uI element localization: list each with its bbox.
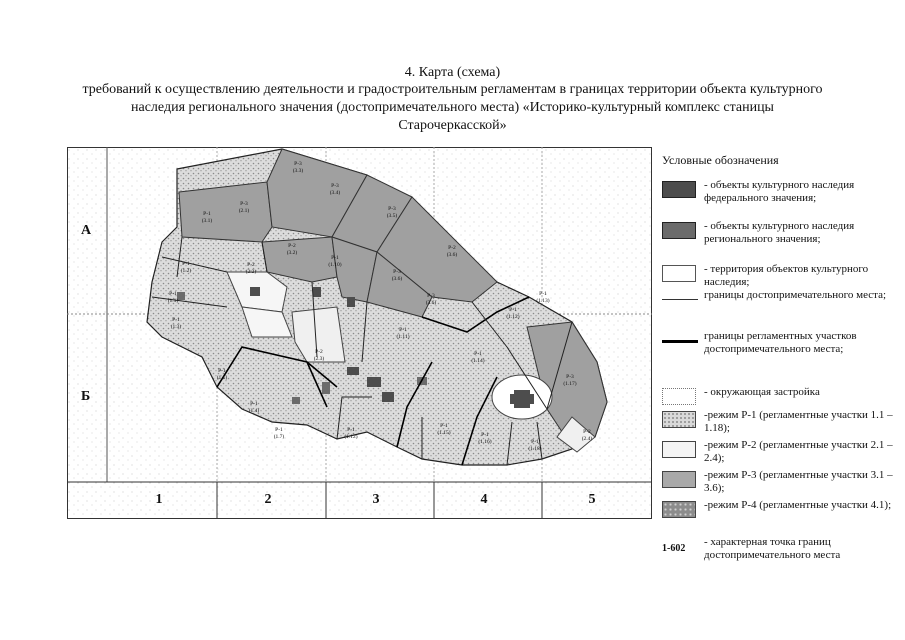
zone-regime-label: Р-3 (240, 201, 248, 207)
legend-title: Условные обозначения (662, 153, 779, 167)
zone-regime-label: Р-2 (315, 349, 323, 355)
regime-p1-swatch (662, 411, 696, 428)
zone-regime-label: Р-1 (531, 439, 539, 445)
zone-regime-label: Р-1 (331, 255, 339, 261)
legend-item-federal (662, 179, 902, 219)
map-subtitle-line-3: Старочеркасской» (398, 118, 507, 133)
federal-heritage-object (313, 287, 321, 297)
zone-parcel-number: (1.4) (248, 408, 260, 414)
federal-heritage-object (347, 297, 355, 307)
zone-regime-label: Р-1 (172, 317, 180, 323)
zone-parcel-number: (3.6) (391, 276, 403, 282)
map-title: 4. Карта (схема) (404, 65, 501, 80)
grid-row-label-a: А (81, 223, 92, 238)
legend-item-text: - объекты культурного наследия федерального значения; (704, 179, 855, 204)
map-frame (67, 147, 652, 519)
legend-item-text: -режим Р-4 (регламентные участки 4.1); (704, 499, 892, 511)
zone-parcel-number: (2.1) (238, 208, 250, 214)
zone-parcel-number: (2.4) (581, 436, 593, 442)
legend-item-regional (662, 220, 902, 260)
map-subtitle-line-1: требований к осуществлению деятельности и градостроительным регламентам в границах территории объекта культурного (82, 82, 823, 97)
legend-item-text: - территория объектов культурного наследия; (704, 263, 869, 288)
grid-column-label-3: 3 (372, 492, 380, 507)
zone-regime-label: Р-3 (331, 183, 339, 189)
zone-regime-label: Р-1 (182, 261, 190, 267)
legend-item-boundary-point (662, 536, 902, 580)
legend-item-text: -режим Р-3 (регламентные участки 3.1 – 3.6); (704, 469, 893, 494)
zone-parcel-number: (1.2) (180, 268, 192, 274)
zone-regime-label: Р-1 (169, 291, 177, 297)
zone-parcel-number: (1.3) (170, 324, 182, 330)
zone-regime-label: Р-3 (427, 293, 435, 299)
regime-p3-block (179, 182, 272, 242)
federal-heritage-object (367, 377, 381, 387)
zone-parcel-number: (1.12) (344, 434, 358, 440)
zone-parcel-number: (3.2) (286, 250, 298, 256)
legend-item-surroundings (662, 386, 902, 404)
zone-regime-label: Р-1 (440, 423, 448, 429)
grid-column-label-4: 4 (480, 492, 488, 507)
zone-parcel-number: (1.17) (563, 381, 577, 387)
zone-parcel-number: (1.7) (273, 434, 285, 440)
grid-column-label-5: 5 (588, 492, 596, 507)
zone-regime-label: Р-2 (583, 429, 591, 435)
federal-heritage-swatch (662, 181, 696, 198)
zone-parcel-number: (3.4) (329, 190, 341, 196)
federal-heritage-object (250, 287, 260, 296)
legend-item-text: границы регламентных участков достопримечательного места; (704, 330, 857, 355)
legend-item-text: - окружающая застройка (704, 386, 820, 398)
zone-parcel-number: (1.10) (328, 262, 342, 268)
zone-regime-label: Р-1 (347, 427, 355, 433)
zone-parcel-number: (1.14) (471, 358, 485, 364)
grid-column-label-1: 1 (155, 492, 163, 507)
zone-regime-label: Р-3 (393, 269, 401, 275)
zone-parcel-number: (3.6) (446, 252, 458, 258)
zone-parcel-number: (1.1) (167, 298, 179, 304)
zone-parcel-number: (1.13) (536, 298, 550, 304)
zone-regime-label: Р-2 (288, 243, 296, 249)
zone-regime-label: Р-1 (218, 368, 226, 374)
zone-parcel-number: (3.6) (425, 300, 437, 306)
zone-parcel-number: (2.3) (313, 356, 325, 362)
regime-p2-swatch (662, 441, 696, 458)
regional-heritage-object (322, 382, 330, 394)
regime-p3-swatch (662, 471, 696, 488)
zone-parcel-number: (1.5) (216, 375, 228, 381)
legend-item-text: -режим Р-1 (регламентные участки 1.1 – 1.18); (704, 409, 893, 434)
surroundings-symbol (662, 388, 696, 405)
zone-regime-label: Р-3 (388, 206, 396, 212)
legend-item-text: - характерная точка границ достопримечательного места (704, 536, 841, 561)
zone-regime-label: Р-1 (481, 432, 489, 438)
zone-regime-label: Р-2 (247, 262, 255, 268)
legend-item-text: - объекты культурного наследия регионального значения; (704, 220, 855, 245)
zone-parcel-number: (2.2) (245, 269, 257, 275)
legend-item-parcel-boundary (662, 330, 902, 382)
zone-regime-label: Р-1 (203, 211, 211, 217)
zone-regime-label: Р-3 (566, 374, 574, 380)
federal-heritage-object (382, 392, 394, 402)
legend-item-text: границы достопримечательного места; (704, 289, 887, 301)
zone-regime-label: Р-1 (275, 427, 283, 433)
zone-regime-label: Р-1 (250, 401, 258, 407)
map-subtitle-line-2: наследия регионального значения (достопримечательного места) «Историко-культурный комплекс станицы (131, 100, 774, 115)
regional-heritage-object (292, 397, 300, 404)
federal-heritage-object (347, 367, 359, 375)
zone-regime-label: Р-1 (509, 307, 517, 313)
zone-parcel-number: (3.5) (386, 213, 398, 219)
zone-regime-label: Р-1 (539, 291, 547, 297)
zone-regime-label: Р-1 (399, 327, 407, 333)
zone-regime-label: Р-1 (474, 351, 482, 357)
regime-p4-swatch (662, 501, 696, 518)
boundary-point-code: 1-602 (662, 543, 686, 554)
zone-parcel-number: (3.3) (292, 168, 304, 174)
zone-parcel-number: (1.11) (396, 334, 410, 340)
boundary-line-symbol (662, 299, 698, 300)
legend-item-text: -режим Р-2 (регламентные участки 2.1 – 2.4); (704, 439, 893, 464)
legend-item-p2 (662, 439, 902, 467)
zone-regime-label: Р-2 (448, 245, 456, 251)
parcel-boundary-symbol (662, 340, 698, 343)
zone-parcel-number: (1.12) (506, 314, 520, 320)
zone-parcel-number: (1.16) (478, 439, 492, 445)
grid-column-label-2: 2 (264, 492, 272, 507)
grid-row-label-b: Б (81, 389, 91, 404)
zone-parcel-number: (1.18) (528, 446, 542, 452)
zone-parcel-number: (1.15) (437, 430, 451, 436)
legend-item-p1 (662, 409, 902, 437)
legend-item-boundary (662, 289, 902, 329)
regional-heritage-swatch (662, 222, 696, 239)
zone-regime-label: Р-3 (294, 161, 302, 167)
zone-parcel-number: (3.1) (201, 218, 213, 224)
legend-item-p3 (662, 469, 902, 497)
legend-item-territory (662, 263, 902, 291)
territory-swatch (662, 265, 696, 282)
legend-item-p4 (662, 499, 902, 527)
